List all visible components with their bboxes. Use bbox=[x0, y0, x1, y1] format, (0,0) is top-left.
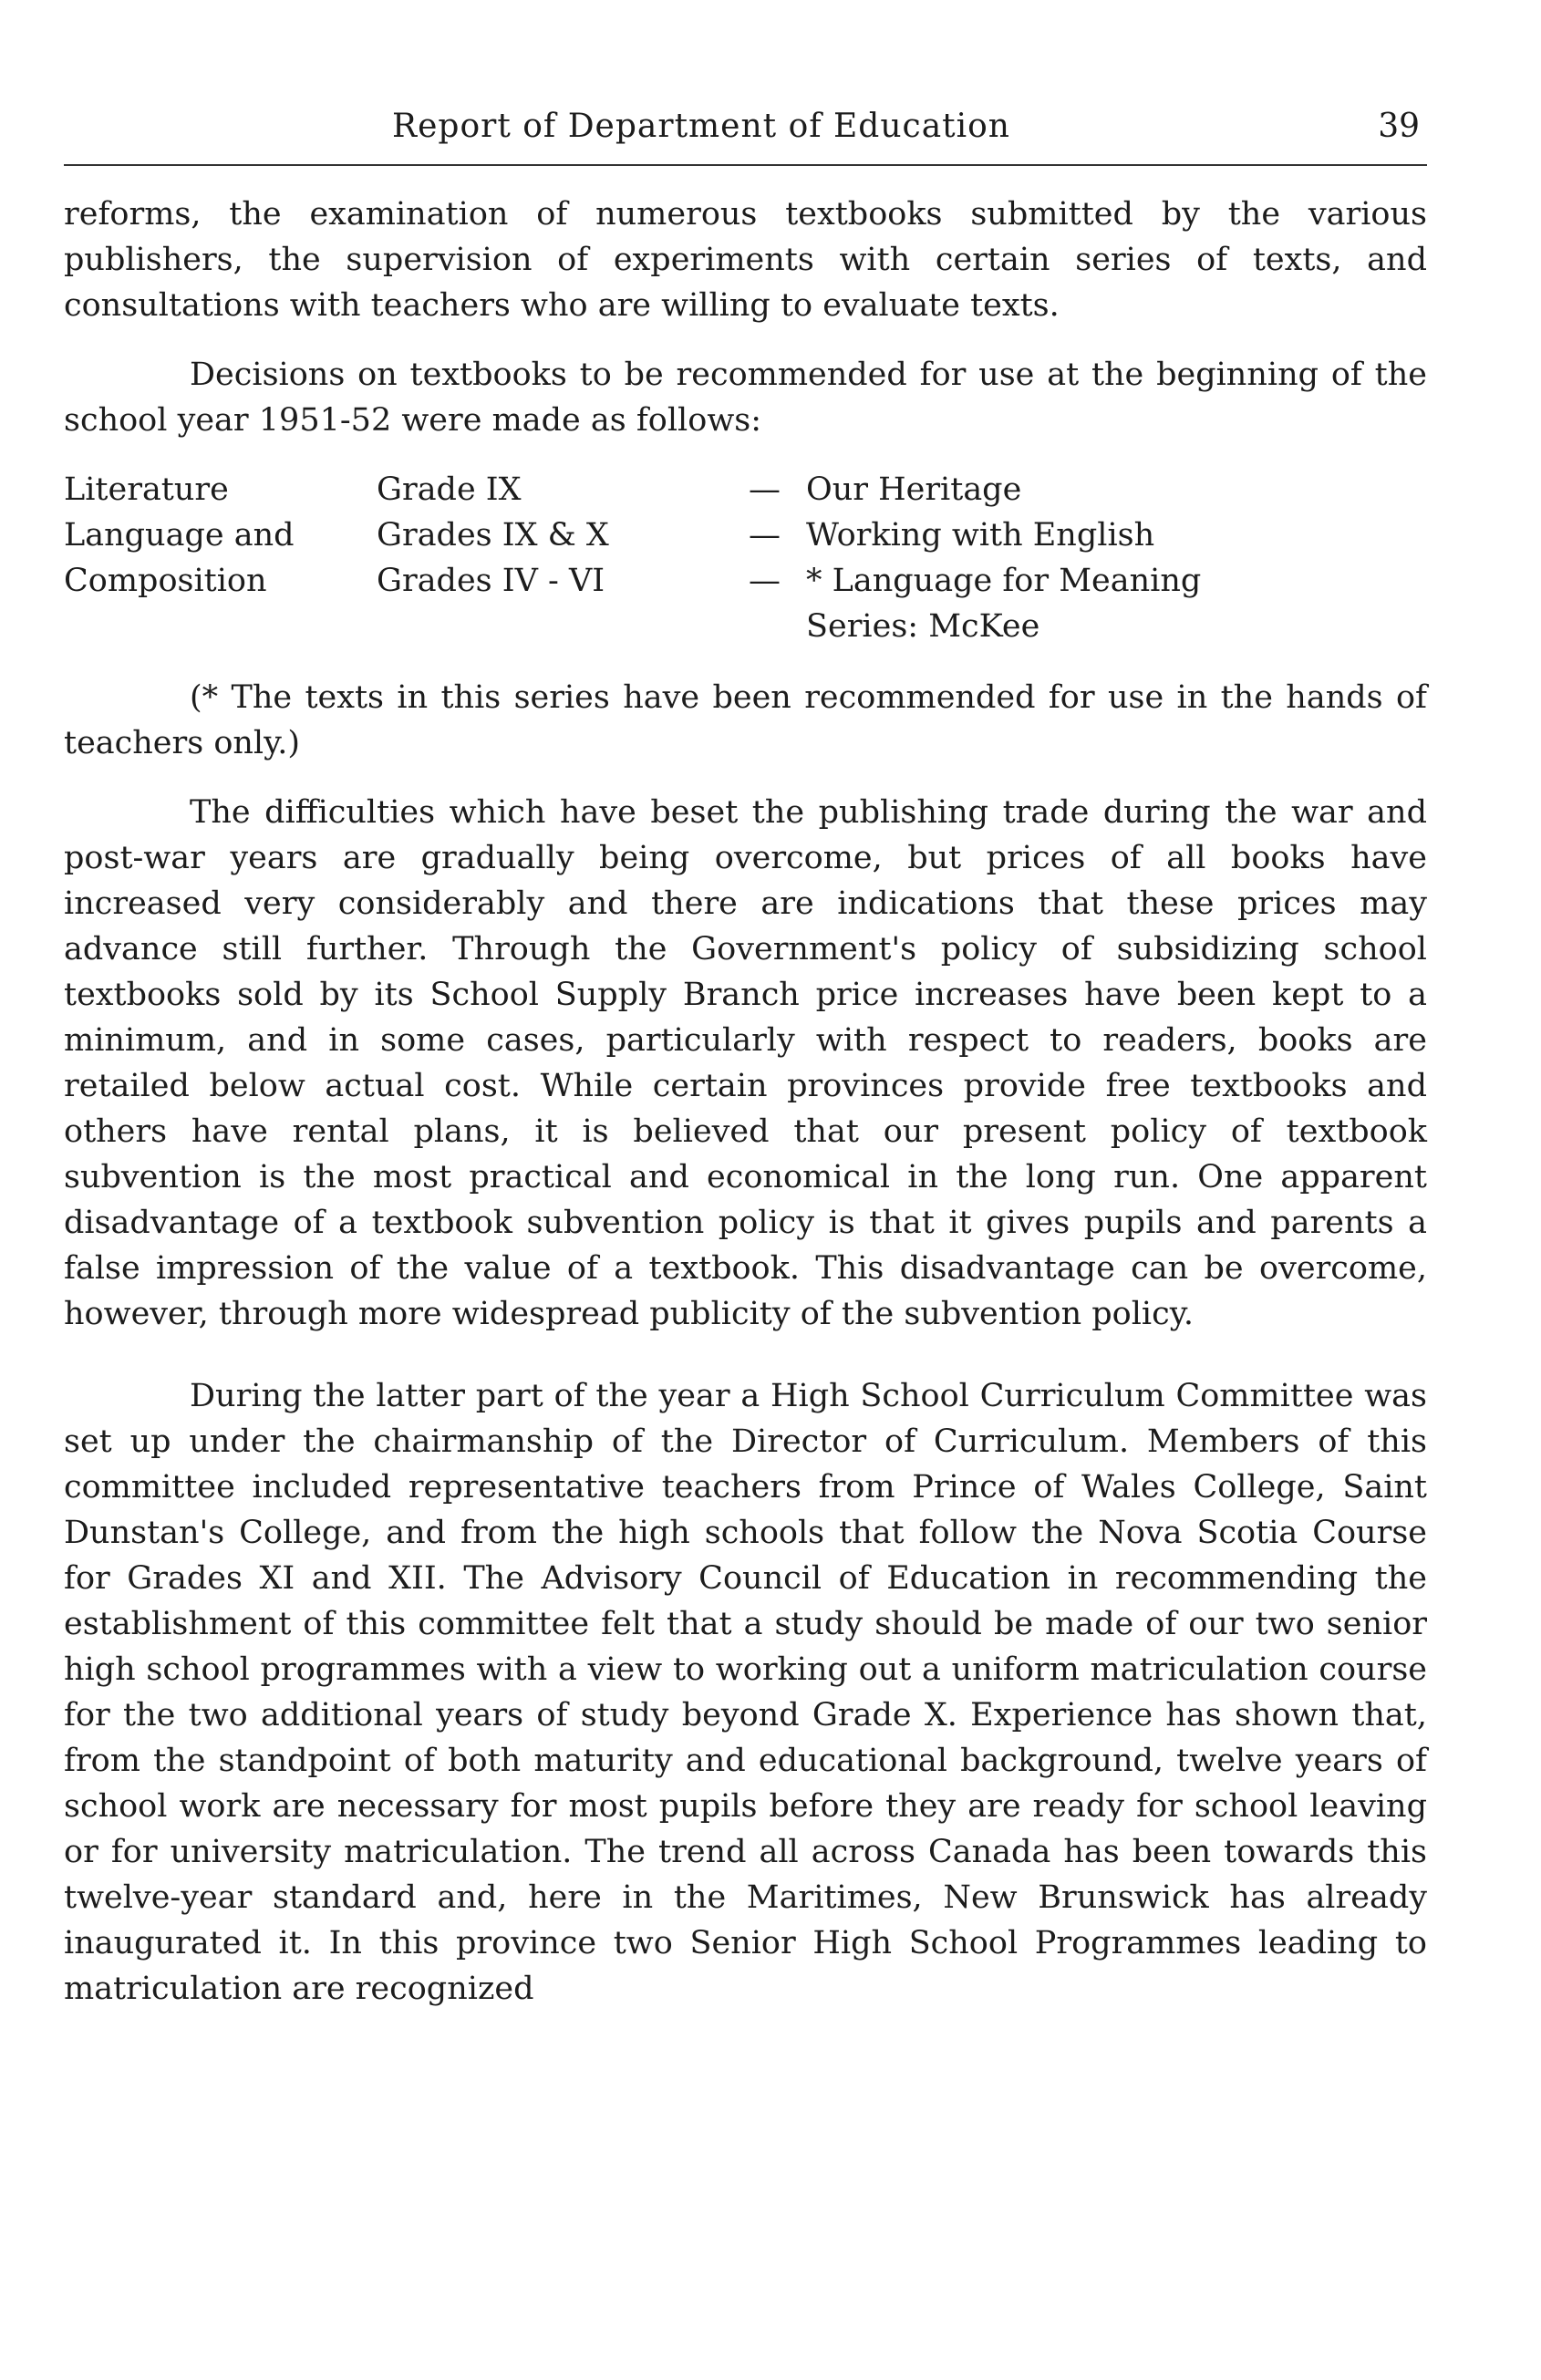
grade-cell bbox=[377, 604, 749, 649]
table-row bbox=[64, 512, 1426, 558]
table-row bbox=[64, 467, 1426, 512]
grade-cell: Grades IV - VI bbox=[377, 563, 605, 599]
paragraph-difficulties: The difficulties which have beset the publishing trade during the war and post-war years are gradually being overcome, but prices of all books have increased very considerably and there are indications that these prices may advance still further. Through the Government's policy of subsidizing school textbooks sold by its School Supply Branch price increases have been kept to a minimum, and in some cases, particularly with respect to readers, books are retailed below actual cost. While certain provinces provide free textbooks and others have rental plans, it is believed that our present policy of textbook subvention is the most practical and economical in the long run. One apparent disadvantage of a textbook subvention policy is that it gives pupils and parents a false impression of the value of a textbook. This disadvantage can be overcome, however, through more widespread publicity of the subvention policy. bbox=[64, 794, 1427, 1332]
paragraph-footnote: (* The texts in this series have been recommended for use in the hands of teachers only.) bbox=[64, 679, 1427, 761]
paragraph-curriculum-committee: During the latter part of the year a High School Curriculum Committee was set up under the chairmanship of the Director of Curriculum. Members of this committee included representative teachers from Prince of Wales College, Saint Dunstan's College, and from the high schools that follow the Nova Scotia Course for Grades XI and XII. The Advisory Council of Education in recommending the establishment of this committee felt that a study should be made of our two senior high school programmes with a view to working out a uniform matriculation course for the two additional years of study beyond Grade X. Experience has shown that, from the standpoint of both maturity and educational background, twelve years of school work are necessary for most pupils before they are ready for school leaving or for university matriculation. The trend all across Canada has been towards this twelve-year standard and, here in the Maritimes, New Brunswick has already inaugurated it. In this province two Senior High School Programmes leading to matriculation are recognized bbox=[64, 1378, 1427, 2007]
title-cell: * Language for Meaning bbox=[806, 563, 1202, 599]
subject-cell: Language and bbox=[64, 517, 295, 554]
dash-cell: — bbox=[749, 563, 781, 599]
subject-cell bbox=[64, 604, 377, 649]
dash-cell: — bbox=[749, 471, 781, 508]
body-text bbox=[64, 191, 1427, 2012]
grade-cell: Grades IX & X bbox=[377, 517, 609, 554]
title-cell: Working with English bbox=[806, 517, 1155, 554]
paragraph-decisions: Decisions on textbooks to be recommended for use at the beginning of the school year 1951-52 were made as follows: bbox=[64, 357, 1427, 439]
running-header bbox=[64, 108, 1427, 166]
grade-cell: Grade IX bbox=[377, 471, 522, 508]
subject-cell: Composition bbox=[64, 563, 267, 599]
subject-cell: Literature bbox=[64, 471, 229, 508]
dash-cell bbox=[749, 604, 806, 649]
table-row bbox=[64, 604, 1426, 649]
running-title: Report of Department of Education bbox=[392, 108, 1010, 145]
textbook-table bbox=[64, 467, 1426, 649]
paragraph-reforms: reforms, the examination of numerous textbooks submitted by the various publishers, the supervision of experiments with certain series of texts, and consultations with teachers who are willing to evaluate texts. bbox=[64, 196, 1427, 324]
table-row bbox=[64, 558, 1426, 604]
title-cell: Our Heritage bbox=[806, 471, 1022, 508]
document-page bbox=[64, 108, 1427, 2012]
title-cell: Series: McKee bbox=[806, 608, 1040, 645]
dash-cell: — bbox=[749, 517, 781, 554]
page-number: 39 bbox=[1378, 108, 1420, 145]
